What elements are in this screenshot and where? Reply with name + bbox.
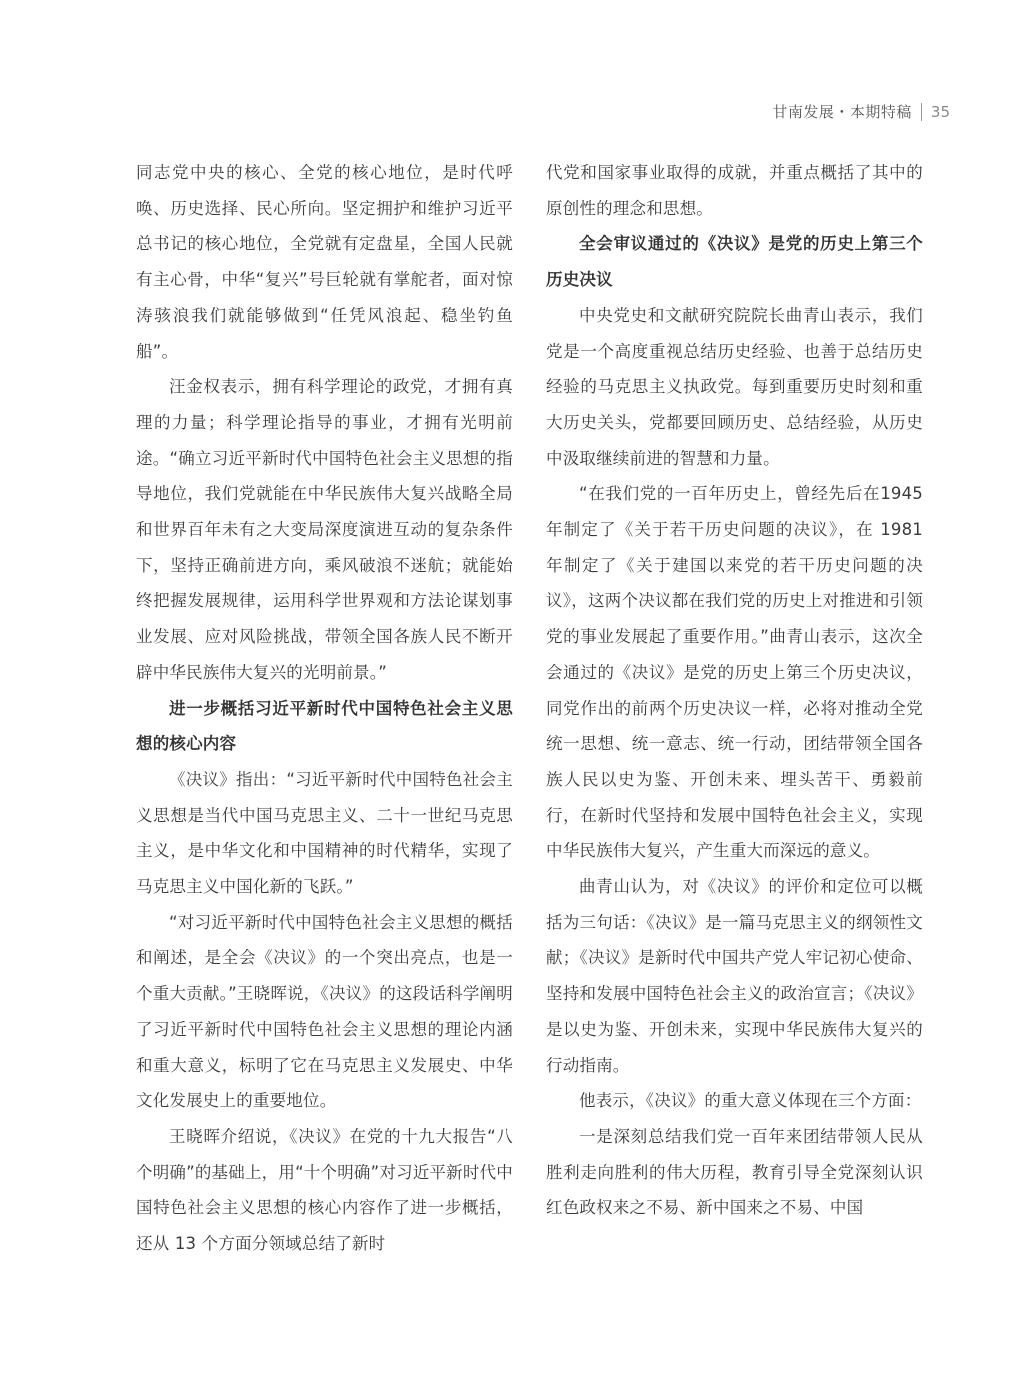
paragraph: 中央党史和文献研究院院长曲青山表示，我们党是一个高度重视总结历史经验、也善于总结历史经验的马克思主义执政党。每到重要历史时刻和重大历史关头，党都要回顾历史、总结经验，从历史中汲取继续前进的智慧和力量。: [546, 305, 923, 468]
paragraph: 代党和国家事业取得的成就，并重点概括了其中的原创性的理念和思想。: [546, 163, 923, 218]
right-column: [546, 155, 923, 1226]
paragraph: 《决议》指出：“习近平新时代中国特色社会主义思想是当代中国马克思主义、二十一世纪马克思主义，是中华文化和中国精神的时代精华，实现了马克思主义中国化新的飞跃。”: [136, 769, 513, 897]
left-column: [136, 155, 513, 1262]
paragraph: “在我们党的一百年历史上，曾经先后在1945 年制定了《关于若干历史问题的决议》，在 1981 年制定了《关于建国以来党的若干历史问题的决议》，这两个决议都在我们党的历史上对推进和引领党的事业发展起了重要作用。”曲青山表示，这次全会通过的《决议》是党的历史上第三个历史决议，同党作出的前两个历史决议一样，必将对推动全党统一思想、统一意志、统一行动，团结带领全国各族人民以史为鉴、开创未来、埋头苦干、勇毅前行，在新时代坚持和发展中国特色社会主义，实现中华民族伟大复兴，产生重大而深远的意义。: [546, 484, 923, 861]
paragraph: 王晓晖介绍说，《决议》在党的十九大报告“八个明确”的基础上，用“十个明确”对习近平新时代中国特色社会主义思想的核心内容作了进一步概括，还从 13 个方面分领域总结了新时: [136, 1126, 513, 1254]
page-number: 35: [930, 102, 950, 121]
paragraph: 曲青山认为，对《决议》的评价和定位可以概括为三句话：《决议》是一篇马克思主义的纲领性文献；《决议》是新时代中国共产党人牢记初心使命、坚持和发展中国特色社会主义的政治宣言；《决议》是以史为鉴、开创未来，实现中华民族伟大复兴的行动指南。: [546, 877, 923, 1075]
section-heading: 全会审议通过的《决议》是党的历史上第三个历史决议: [546, 234, 923, 290]
header-divider: [921, 103, 922, 121]
section-title: 甘南发展・本期特稿: [772, 103, 912, 121]
paragraph: 他表示，《决议》的重大意义体现在三个方面：: [579, 1091, 922, 1111]
paragraph: 一是深刻总结我们党一百年来团结带领人民从胜利走向胜利的伟大历程，教育引导全党深刻认识红色政权来之不易、新中国来之不易、中国: [546, 1126, 923, 1218]
running-header: [772, 101, 950, 122]
paragraph: “对习近平新时代中国特色社会主义思想的概括和阐述，是全会《决议》的一个突出亮点，也是一个重大贡献。”王晓晖说，《决议》的这段话科学阐明了习近平新时代中国特色社会主义思想的理论内涵和重大意义，标明了它在马克思主义发展史、中华文化发展史上的重要地位。: [136, 912, 513, 1111]
paragraph: 同志党中央的核心、全党的核心地位，是时代呼唤、历史选择、民心所向。坚定拥护和维护习近平总书记的核心地位，全党就有定盘星，全国人民就有主心骨，中华“复兴”号巨轮就有掌舵者，面对惊涛骇浪我们就能够做到“任凭风浪起、稳坐钓鱼船”。: [136, 163, 513, 361]
section-heading: 进一步概括习近平新时代中国特色社会主义思想的核心内容: [136, 698, 513, 754]
paragraph: 汪金权表示，拥有科学理论的政党，才拥有真理的力量；科学理论指导的事业，才拥有光明前途。“确立习近平新时代中国特色社会主义思想的指导地位，我们党就能在中华民族伟大复兴战略全局和世界百年未有之大变局深度演进互动的复杂条件下，坚持正确前进方向，乘风破浪不迷航；就能始终把握发展规律，运用科学世界观和方法论谋划事业发展、应对风险挑战，带领全国各族人民不断开辟中华民族伟大复兴的光明前景。”: [136, 377, 513, 682]
